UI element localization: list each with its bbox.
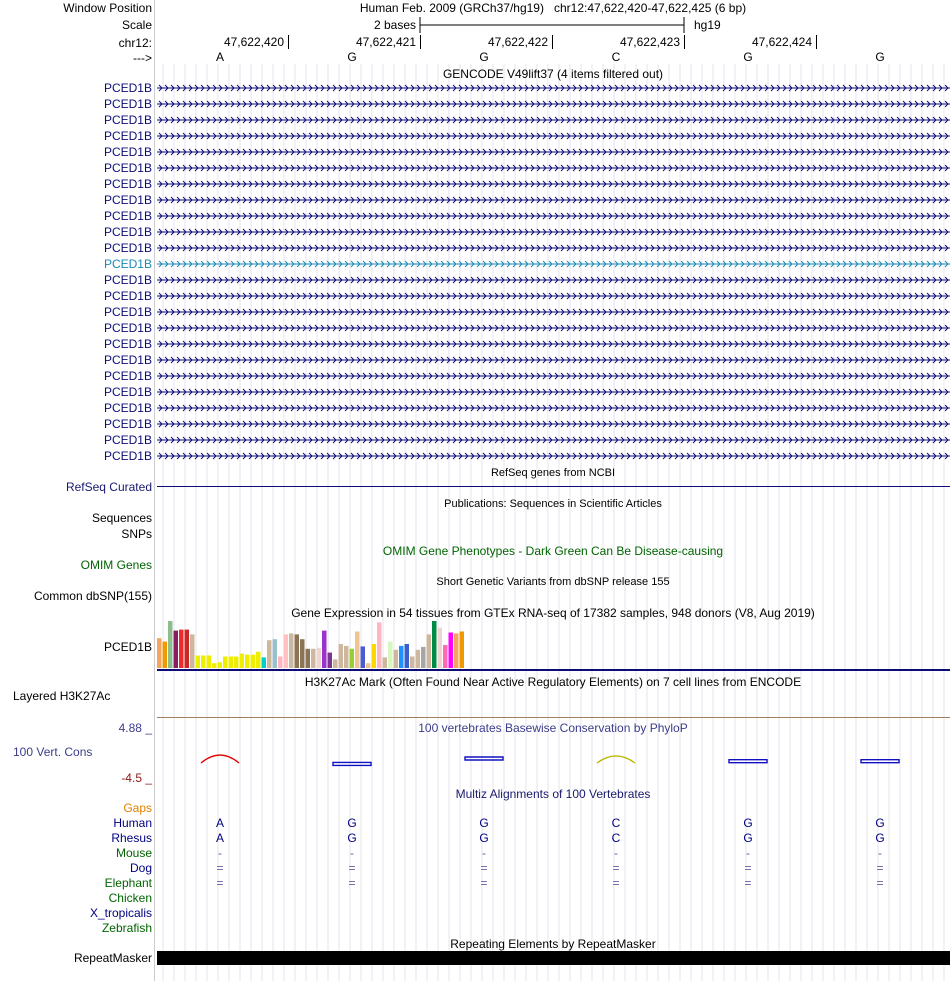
gencode-transcript-line[interactable] [157,99,950,109]
gencode-transcript-line[interactable] [157,355,950,365]
chrom-label: chr12: [118,36,152,50]
gtex-tissue-bar [223,657,228,669]
gtex-tissue-bar [196,656,201,669]
position-ruler [0,34,950,50]
gtex-tissue-bar [284,634,289,668]
gtex-expression-chart[interactable] [157,620,950,670]
publications-track-title: Publications: Sequences in Scientific Articles [444,498,662,510]
gtex-tissue-bar [322,631,327,668]
aligned-base: = [348,876,356,890]
gtex-tissue-bar [234,657,239,669]
gencode-transcript-label[interactable]: PCED1B [103,305,152,319]
dbsnp-track-title: Short Genetic Variants from dbSNP release 155 [436,576,670,588]
gtex-tissue-bar [449,633,454,669]
aligned-base: = [744,876,752,890]
species-label[interactable]: Rhesus [111,831,152,845]
gtex-tissue-bar [421,647,426,668]
gtex-tissue-bar [295,634,300,668]
gtex-tissue-bar [366,663,371,668]
phylop-score-mark [333,762,371,765]
gencode-transcript-line[interactable] [157,211,950,221]
gtex-tissue-bar [333,659,338,668]
gtex-tissue-bar [443,645,448,668]
aligned-base: G [479,816,489,830]
gtex-label[interactable]: PCED1B [103,640,152,654]
gtex-tissue-bar [245,655,250,668]
gencode-transcript-label[interactable]: PCED1B [103,193,152,207]
aligned-base: = [348,861,356,875]
phylop-ymax: 4.88 _ [118,721,152,735]
gencode-transcript-line[interactable] [157,131,950,141]
scale-value: 2 bases [373,18,416,32]
gencode-transcript-label[interactable]: PCED1B [103,273,152,287]
species-label[interactable]: Human [113,816,152,830]
gtex-tissue-bar [212,663,217,668]
phylop-score-mark [201,755,239,763]
gtex-tissue-bar [410,657,415,669]
gtex-tissue-bar [454,633,459,668]
gencode-transcript-label[interactable]: PCED1B [103,97,152,111]
gtex-tissue-bar [256,652,261,668]
gencode-transcript-label[interactable]: PCED1B [103,225,152,239]
base-letter: G [743,50,753,64]
phylop-score-mark [465,757,503,760]
gtex-tissue-bar [190,634,195,668]
base-letter: A [215,50,224,64]
gencode-transcript-label[interactable]: PCED1B [103,145,152,159]
aligned-base: C [611,831,621,845]
gtex-tissue-bar [388,642,393,668]
gtex-tissue-bar [438,628,443,668]
ruler-tick [684,35,685,49]
gtex-tissue-bar [460,632,465,669]
gencode-transcript-label[interactable]: PCED1B [103,113,152,127]
gencode-transcript-line[interactable] [157,83,950,93]
gencode-transcript-line[interactable] [157,259,950,269]
aligned-base: = [480,861,488,875]
aligned-base: = [216,861,224,875]
gencode-transcript-label[interactable]: PCED1B [103,401,152,415]
gencode-transcript-label[interactable]: PCED1B [103,161,152,175]
gencode-transcript-line[interactable] [157,275,950,285]
ruler-position-label: 47,622,421 [355,35,416,49]
gencode-transcript-label[interactable]: PCED1B [103,433,152,447]
gtex-tissue-bar [185,630,190,668]
aligned-base: - [878,846,882,860]
gencode-transcript-label[interactable]: PCED1B [103,257,152,271]
gencode-transcript-line[interactable] [157,163,950,173]
species-label[interactable]: Elephant [104,876,152,890]
dbsnp-label[interactable]: Common dbSNP(155) [33,589,152,603]
aligned-base: = [876,861,884,875]
gtex-tissue-bar [163,642,168,668]
species-label[interactable]: Mouse [115,846,152,860]
aligned-base: G [347,831,357,845]
ruler-tick [552,35,553,49]
gencode-transcript-label[interactable]: PCED1B [103,177,152,191]
base-letter: G [347,50,357,64]
refseq-gene-line[interactable] [157,486,950,487]
aligned-base: G [875,831,885,845]
gencode-transcript-line[interactable] [157,371,950,381]
gencode-transcript-label[interactable]: PCED1B [103,417,152,431]
aligned-base: G [743,831,753,845]
base-letter: G [875,50,885,64]
gtex-tissue-bar [306,649,311,668]
gencode-transcript-label[interactable]: PCED1B [103,385,152,399]
multiz-track-title: Multiz Alignments of 100 Vertebrates [455,787,651,801]
gtex-tissue-bar [339,644,344,668]
scale-label: Scale [121,18,152,32]
gencode-transcript-line[interactable] [157,435,950,445]
aligned-base: = [216,876,224,890]
species-label[interactable]: Dog [129,861,152,875]
gtex-tissue-bar [174,631,179,668]
gencode-track-title: GENCODE V49lift37 (4 items filtered out) [442,67,664,81]
phylop-ymin: -4.5 _ [121,771,152,785]
gencode-transcript-line[interactable] [157,227,950,237]
gtex-tissue-bar [273,639,278,668]
gtex-tissue-bar [289,633,294,668]
aligned-base: A [215,816,224,830]
gtex-tissue-bar [229,657,234,669]
gencode-transcript-label[interactable]: PCED1B [103,129,152,143]
gtex-tissue-bar [394,650,399,668]
gencode-transcript-line[interactable] [157,387,950,397]
gtex-tissue-bar [416,650,421,668]
species-label[interactable]: Chicken [108,891,152,905]
gencode-transcript-label[interactable]: PCED1B [103,289,152,303]
gtex-tissue-bar [311,649,316,668]
aligned-base: - [218,846,222,860]
scale-bar [418,16,688,34]
gencode-transcript-label[interactable]: PCED1B [103,353,152,367]
gencode-transcript-label[interactable]: PCED1B [103,337,152,351]
gtex-tissue-bar [300,639,305,668]
refseq-label[interactable]: RefSeq Curated [65,480,152,494]
gtex-tissue-bar [157,638,162,668]
gencode-transcript-line[interactable] [157,419,950,429]
aligned-base: - [482,846,486,860]
repeatmasker-label[interactable]: RepeatMasker [73,951,152,965]
gtex-tissue-bar [405,644,410,668]
gencode-transcript-label[interactable]: PCED1B [103,321,152,335]
gtex-tissue-bar [328,653,333,668]
gtex-tissue-bar [168,621,173,668]
gtex-tissue-bar [432,621,437,668]
scale-assembly: hg19 [694,18,721,32]
gtex-tissue-bar [383,657,388,668]
window-position-value: Human Feb. 2009 (GRCh37/hg19) chr12:47,622,420-47,622,425 (6 bp) [359,1,747,15]
gtex-tissue-bar [262,657,267,668]
gtex-tissue-bar [361,646,366,668]
aligned-base: = [612,876,620,890]
gtex-track-title: Gene Expression in 54 tissues from GTEx RNA-seq of 17382 samples, 948 donors (V8, Aug 2019) [291,606,815,620]
gaps-label[interactable]: Gaps [123,801,152,815]
phylop-label[interactable]: 100 Vert. Cons [13,745,93,759]
gencode-transcript-label[interactable]: PCED1B [103,241,152,255]
gencode-transcript-line[interactable] [157,451,950,461]
h3k27ac-baseline [157,717,950,718]
gtex-tissue-bar [218,662,223,668]
phylop-score-mark [729,760,767,763]
repeatmasker-element[interactable] [157,951,950,965]
aligned-base: C [611,816,621,830]
gtex-tissue-bar [350,649,355,668]
gencode-transcript-line[interactable] [157,195,950,205]
gtex-tissue-bar [207,656,212,669]
gtex-tissue-bar [427,634,432,668]
ruler-position-label: 47,622,422 [487,35,548,49]
repeatmasker-track-title: Repeating Elements by RepeatMasker [450,937,656,951]
aligned-base: - [614,846,618,860]
gencode-transcript-label[interactable]: PCED1B [103,449,152,463]
aligned-base: G [875,816,885,830]
ruler-tick [816,35,817,49]
ruler-position-label: 47,622,420 [223,35,284,49]
label-separator [154,0,155,981]
base-letter: G [479,50,489,64]
omim-track-title: OMIM Gene Phenotypes - Dark Green Can Be Disease-causing [382,544,724,558]
gtex-tissue-bar [372,644,377,668]
phylop-chart[interactable] [157,730,950,780]
species-label[interactable]: Zebrafish [101,921,152,935]
gencode-transcript-line[interactable] [157,339,950,349]
strand-label: ---> [133,51,152,65]
gencode-transcript-line[interactable] [157,147,950,157]
aligned-base: = [876,876,884,890]
phylop-score-mark [597,756,635,763]
gtex-tissue-bar [267,640,272,668]
gtex-tissue-bar [377,622,382,668]
gtex-tissue-bar [240,654,245,668]
aligned-base: = [744,861,752,875]
aligned-base: - [746,846,750,860]
gencode-transcript-label[interactable]: PCED1B [103,369,152,383]
gencode-transcript-line[interactable] [157,115,950,125]
h3k27ac-label[interactable]: Layered H3K27Ac [13,689,111,703]
sequences-label[interactable]: Sequences [91,511,152,525]
gtex-baseline [157,669,950,671]
gencode-transcript-line[interactable] [157,403,950,413]
gencode-transcript-line[interactable] [157,307,950,317]
ruler-tick [420,35,421,49]
base-sequence [0,50,950,64]
gencode-transcript-label[interactable]: PCED1B [103,81,152,95]
aligned-base: G [743,816,753,830]
aligned-base: = [612,861,620,875]
aligned-base: - [350,846,354,860]
gtex-tissue-bar [344,646,349,668]
window-position-label: Window Position [63,1,152,15]
species-label[interactable]: X_tropicalis [89,906,152,920]
gtex-tissue-bar [355,632,360,669]
base-letter: C [611,50,621,64]
gencode-transcript-line[interactable] [157,323,950,333]
snps-label[interactable]: SNPs [121,527,152,541]
phylop-track-title: 100 vertebrates Basewise Conservation by PhyloP [418,721,688,735]
gtex-tissue-bar [179,630,184,668]
aligned-base: G [347,816,357,830]
ruler-tick [288,35,289,49]
gtex-tissue-bar [317,648,322,668]
gencode-transcript-line[interactable] [157,179,950,189]
ruler-position-label: 47,622,423 [619,35,680,49]
gencode-transcript-line[interactable] [157,291,950,301]
refseq-track-title: RefSeq genes from NCBI [490,467,616,479]
gtex-tissue-bar [201,656,206,669]
aligned-base: A [215,831,224,845]
ruler-position-label: 47,622,424 [751,35,812,49]
aligned-base: = [480,876,488,890]
gtex-tissue-bar [251,655,256,668]
h3k27ac-track-title: H3K27Ac Mark (Often Found Near Active Regulatory Elements) on 7 cell lines from ENCODE [304,675,802,689]
gencode-transcript-label[interactable]: PCED1B [103,209,152,223]
gtex-tissue-bar [399,646,404,668]
omim-label[interactable]: OMIM Genes [80,558,152,572]
gencode-transcript-line[interactable] [157,243,950,253]
gtex-tissue-bar [278,657,283,669]
phylop-score-mark [861,760,899,763]
aligned-base: G [479,831,489,845]
